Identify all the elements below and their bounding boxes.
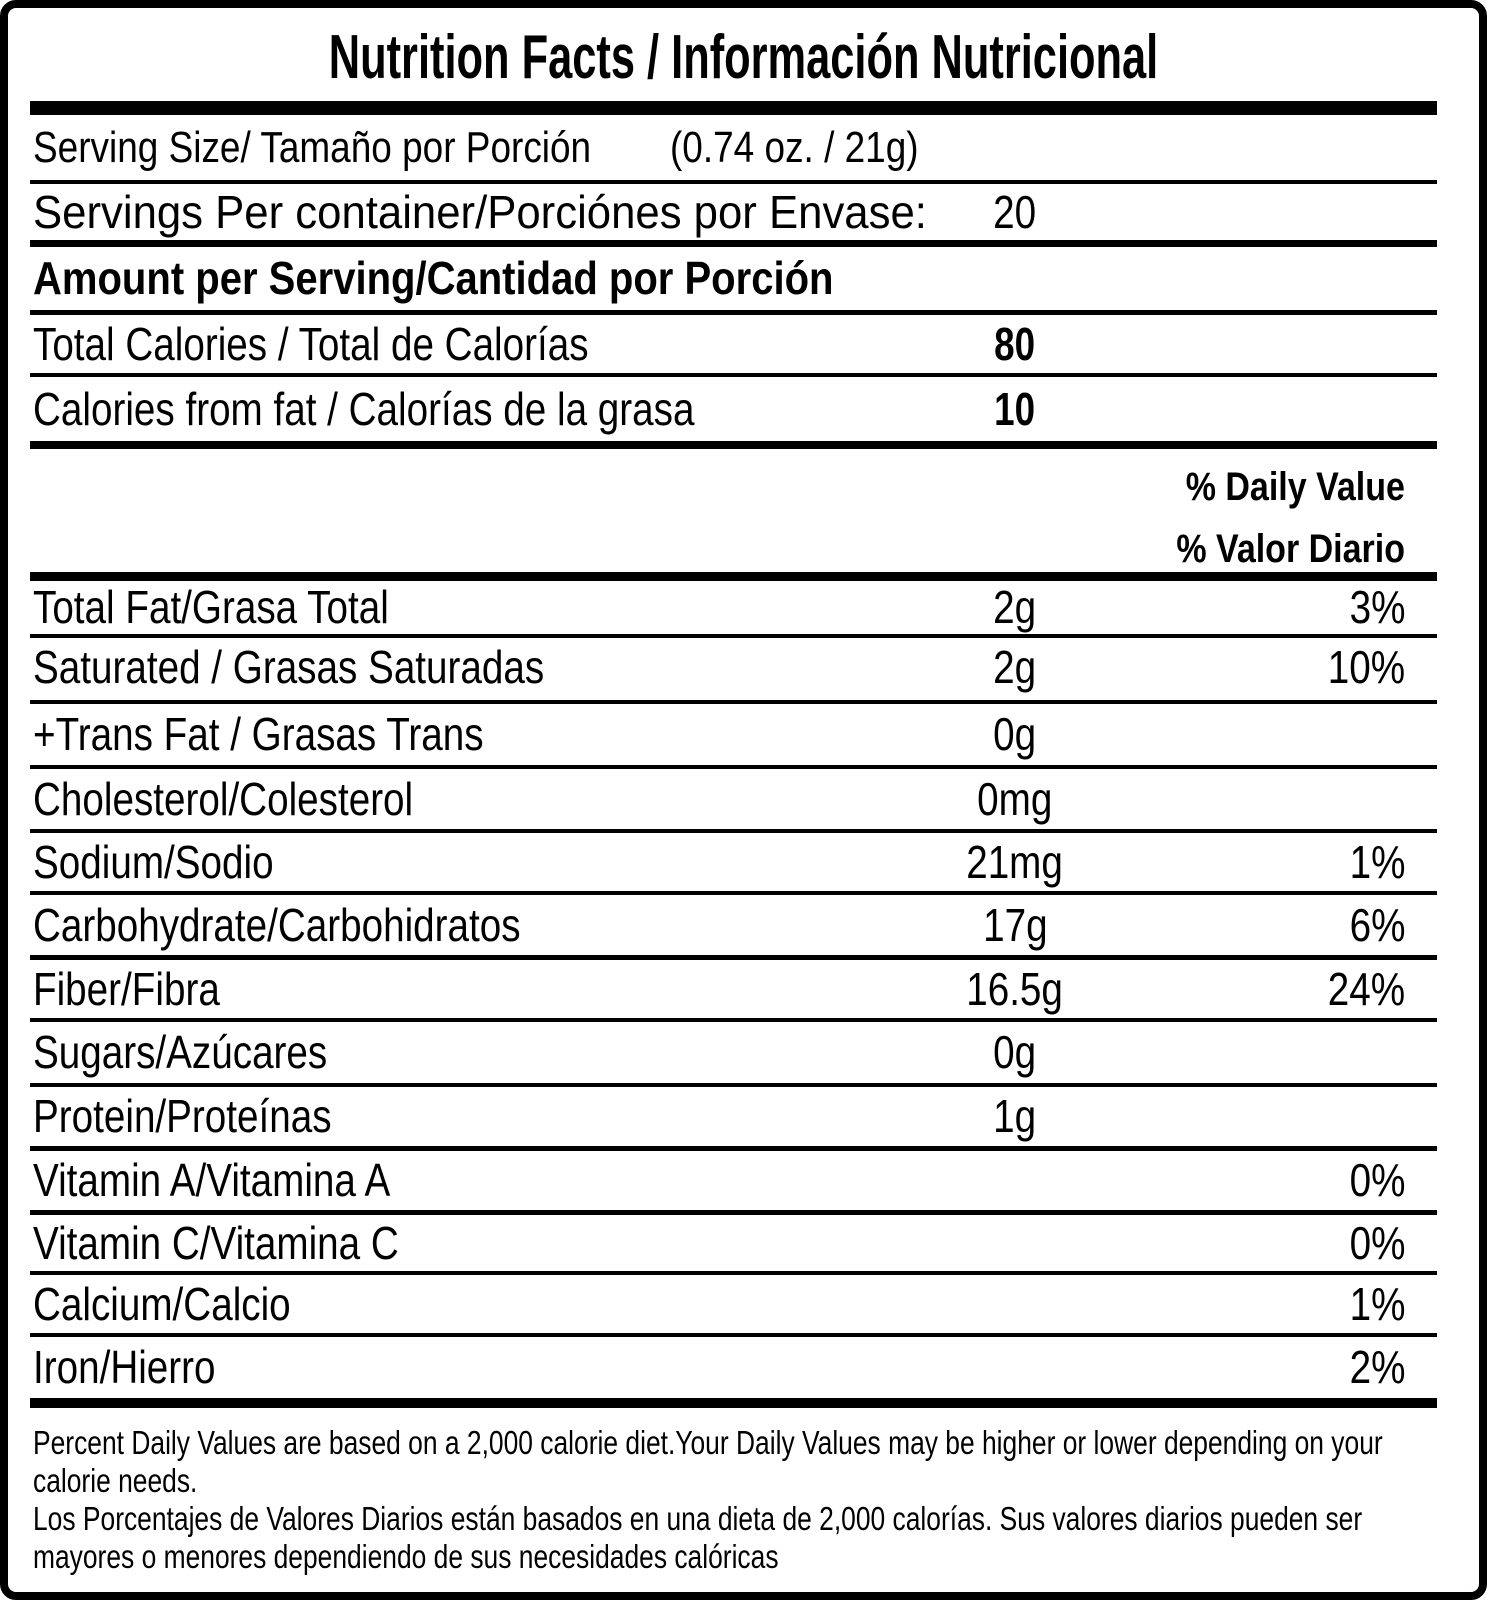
calories-from-fat-label: Calories from fat / Calorías de la grasa xyxy=(33,383,695,435)
total-calories-label: Total Calories / Total de Calorías xyxy=(33,318,589,370)
servings-per-container-row xyxy=(0,181,1487,243)
nutrient-label: Sugars/Azúcares xyxy=(33,1026,328,1078)
nutrient-dv: 2% xyxy=(1349,1341,1405,1393)
daily-value-header-es: % Valor Diario xyxy=(1176,527,1405,571)
nutrient-dv: 0% xyxy=(1349,1154,1405,1206)
nutrient-row-total-fat xyxy=(0,576,1487,638)
nutrient-dv: 6% xyxy=(1349,899,1405,951)
total-calories-value: 80 xyxy=(994,318,1036,370)
nutrient-amount: 0g xyxy=(993,708,1037,760)
nutrient-row-calcium xyxy=(0,1273,1487,1335)
nutrient-row-fiber xyxy=(0,958,1487,1020)
daily-value-header-en-row xyxy=(0,456,1487,518)
nutrient-row-sodium xyxy=(0,831,1487,893)
nutrient-label: Iron/Hierro xyxy=(33,1341,216,1393)
nutrient-label: Fiber/Fibra xyxy=(33,963,220,1015)
nutrient-dv: 1% xyxy=(1349,1278,1405,1330)
label-title: Nutrition Facts / Información Nutricional xyxy=(328,23,1159,92)
nutrient-row-sugars xyxy=(0,1021,1487,1083)
footnote-line: calorie needs. xyxy=(33,1462,198,1499)
thick-divider xyxy=(30,1398,1437,1408)
footnote-line: mayores o menores dependiendo de sus necesidades calóricas xyxy=(33,1538,779,1575)
nutrient-dv: 0% xyxy=(1349,1217,1405,1269)
nutrient-label: Vitamin C/Vitamina C xyxy=(33,1217,399,1269)
calories-from-fat-value: 10 xyxy=(994,383,1036,435)
nutrient-amount: 0g xyxy=(993,1026,1037,1078)
nutrient-amount: 0mg xyxy=(977,773,1053,825)
nutrient-label: Saturated / Grasas Saturadas xyxy=(33,641,545,693)
amount-per-serving-row xyxy=(0,247,1487,309)
nutrient-row-iron xyxy=(0,1336,1487,1398)
nutrient-row-carbohydrate xyxy=(0,894,1487,956)
nutrient-label: Calcium/Calcio xyxy=(33,1278,291,1330)
nutrient-dv: 24% xyxy=(1327,963,1405,1015)
nutrient-dv: 1% xyxy=(1349,836,1405,888)
serving-size-row xyxy=(0,117,1487,179)
nutrient-amount: 2g xyxy=(993,581,1037,633)
daily-value-header-es-row xyxy=(0,518,1487,580)
serving-size-value: (0.74 oz. / 21g) xyxy=(670,123,919,172)
servings-per-container-value: 20 xyxy=(993,186,1037,238)
footnote xyxy=(33,1424,1453,1576)
thick-divider xyxy=(30,441,1437,449)
divider xyxy=(30,240,1437,247)
nutrient-row-saturated-fat xyxy=(0,636,1487,698)
amount-per-serving-header: Amount per Serving/Cantidad por Porción xyxy=(33,252,834,304)
nutrient-label: Protein/Proteínas xyxy=(33,1090,332,1142)
nutrient-row-cholesterol xyxy=(0,768,1487,830)
nutrient-row-trans-fat xyxy=(0,703,1487,765)
nutrient-amount: 16.5g xyxy=(966,963,1064,1015)
nutrient-amount: 1g xyxy=(993,1090,1037,1142)
nutrient-amount: 2g xyxy=(993,641,1037,693)
nutrient-label: Carbohydrate/Carbohidratos xyxy=(33,899,521,951)
nutrient-dv: 10% xyxy=(1327,641,1405,693)
label-title-row xyxy=(0,18,1487,98)
total-calories-row xyxy=(0,313,1487,375)
nutrient-row-vitamin-a xyxy=(0,1149,1487,1211)
footnote-line: Los Porcentajes de Valores Diarios están basados en una dieta de 2,000 calorías. Sus valores diarios pueden ser xyxy=(33,1500,1363,1537)
nutrient-label: Cholesterol/Colesterol xyxy=(33,773,414,825)
nutrient-label: Sodium/Sodio xyxy=(33,836,274,888)
nutrient-label: Total Fat/Grasa Total xyxy=(33,581,389,633)
daily-value-header-en: % Daily Value xyxy=(1185,465,1405,509)
nutrient-amount: 17g xyxy=(982,899,1048,951)
servings-per-container-label: Servings Per container/Porciónes por Envase: xyxy=(33,186,927,238)
nutrient-amount: 21mg xyxy=(966,836,1064,888)
title-thick-divider xyxy=(30,101,1437,115)
nutrient-label: +Trans Fat / Grasas Trans xyxy=(33,708,484,760)
nutrient-row-protein xyxy=(0,1085,1487,1147)
nutrient-dv: 3% xyxy=(1349,581,1405,633)
nutrient-label: Vitamin A/Vitamina A xyxy=(33,1154,391,1206)
calories-from-fat-row xyxy=(0,378,1487,440)
footnote-line: Percent Daily Values are based on a 2,000 calorie diet.Your Daily Values may be higher or lower depending on your xyxy=(33,1424,1383,1461)
nutrient-row-vitamin-c xyxy=(0,1212,1487,1274)
serving-size-label: Serving Size/ Tamaño por Porción xyxy=(33,123,592,172)
divider xyxy=(30,373,1437,377)
